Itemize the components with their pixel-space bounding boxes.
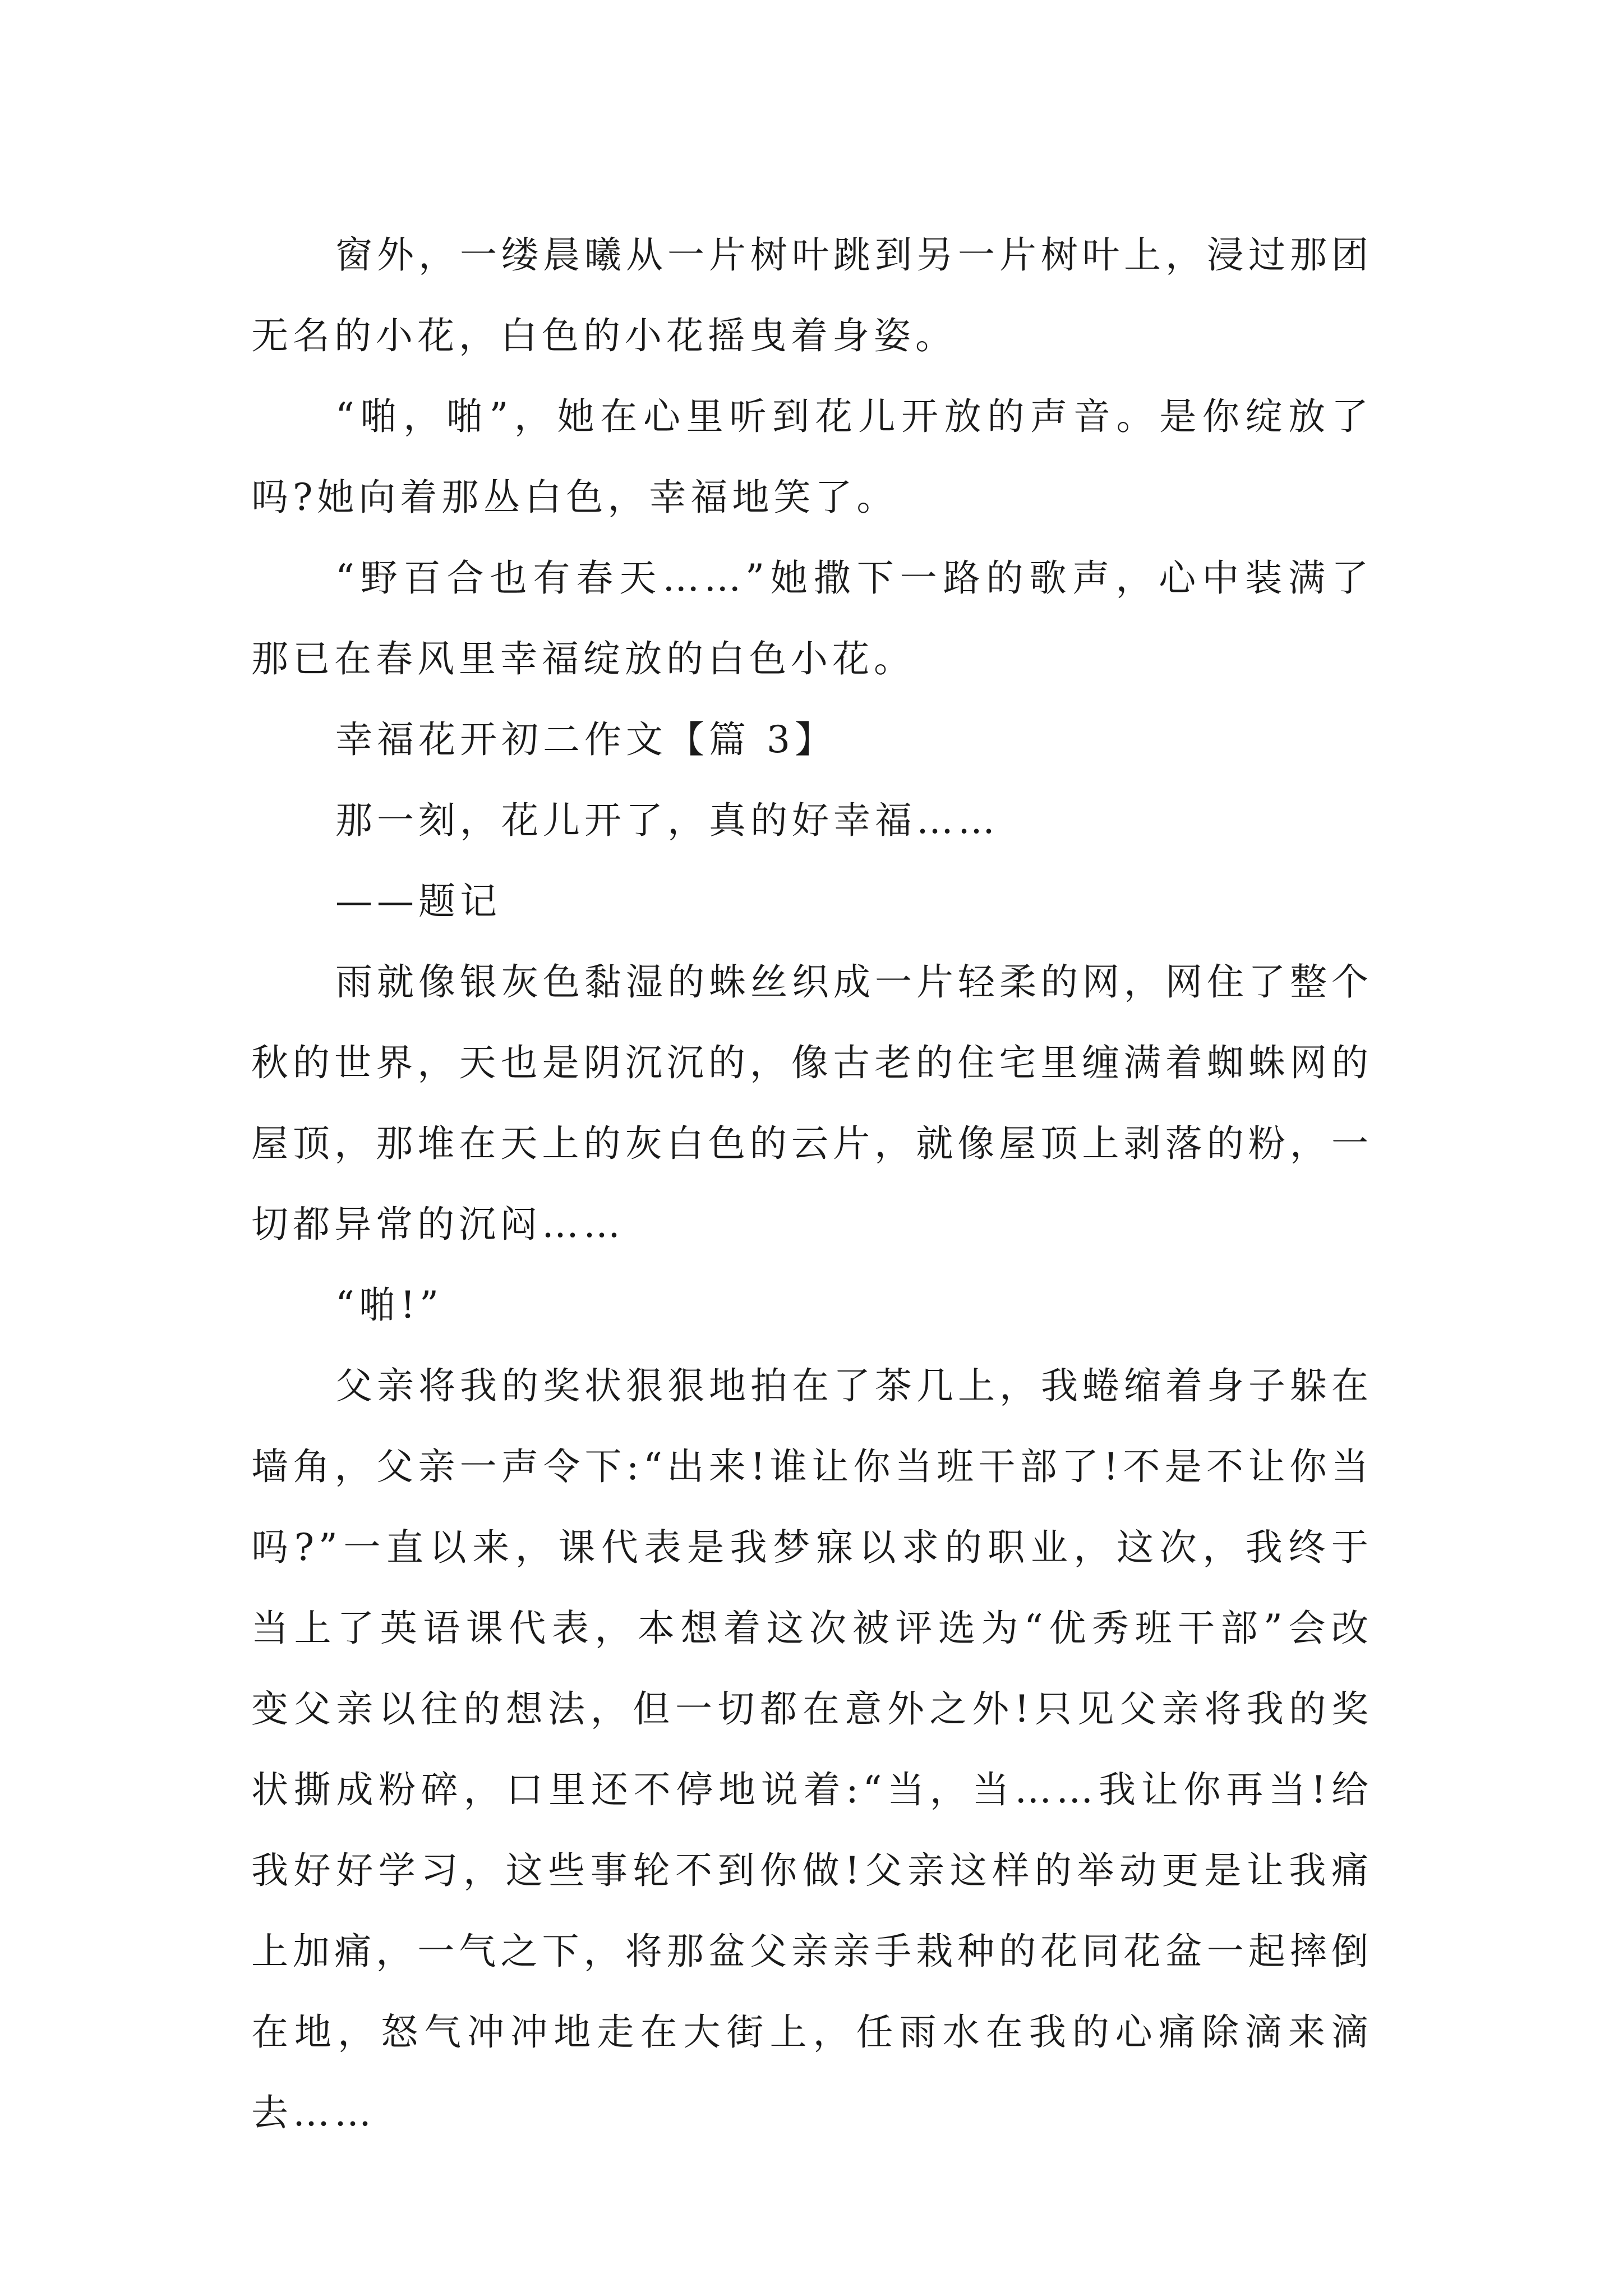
epigraph-line: 那一刻，花儿开了，真的好幸福……	[335, 799, 999, 842]
document-body	[251, 215, 1373, 2154]
epigraph-attribution: ——题记	[335, 880, 501, 923]
section-heading: 幸福花开初二作文【篇 3】	[335, 718, 836, 761]
paragraph-slap: “啪!”	[335, 1283, 444, 1327]
paragraph-father: 父亲将我的奖状狠狠地拍在了茶几上，我蜷缩着身子躲在墙角，父亲一声令下:“出来!谁让你当班干部了!不是不让你当吗?”一直以来，课代表是我梦寐以求的职业，这次，我终于当上了英语课代表，本想着这次被评选为“优秀班干部”会改变父亲以往的想法，但一切都在意外之外!只见父亲将我的奖状撕成粉碎，口里还不停地说着:“当，当……我让你再当!给我好好学习，这些事轮不到你做!父亲这样的举动更是让我痛上加痛，一气之下，将那盆父亲亲手栽种的花同花盆一起摔倒在地，怒气冲冲地走在大街上，任雨水在我的心痛除滴来滴去……	[251, 1364, 1373, 2134]
paragraph-flower-sound: “啪，啪”，她在心里听到花儿开放的声音。是你绽放了吗?她向着那丛白色，幸福地笑了。	[251, 395, 1373, 519]
paragraph-lily-song: “野百合也有春天……”她撒下一路的歌声，心中装满了那已在春风里幸福绽放的白色小花。	[251, 556, 1373, 680]
paragraph-rain: 雨就像银灰色黏湿的蛛丝织成一片轻柔的网，网住了整个秋的世界，天也是阴沉沉的，像古老的住宅里缠满着蜘蛛网的屋顶，那堆在天上的灰白色的云片，就像屋顶上剥落的粉，一切都异常的沉闷……	[251, 960, 1373, 1246]
paragraph-window-morning: 窗外，一缕晨曦从一片树叶跳到另一片树叶上，浸过那团无名的小花，白色的小花摇曳着身姿。	[251, 233, 1373, 357]
